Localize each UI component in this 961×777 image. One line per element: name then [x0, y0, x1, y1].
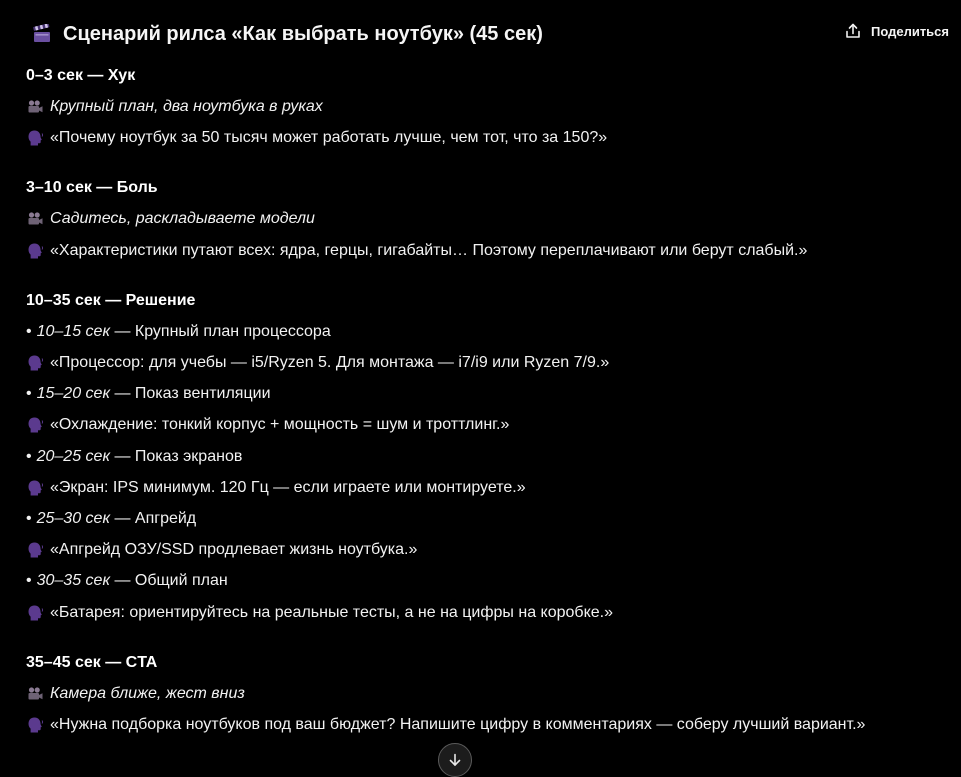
section-heading: 35–45 сек — CTA	[26, 653, 158, 671]
bullet-marker: •	[26, 385, 32, 403]
bullet-marker: •	[26, 322, 32, 340]
camera-direction-text: Камера ближе, жест вниз	[50, 684, 245, 702]
section-heading: 10–35 сек — Решение	[26, 291, 196, 309]
shot-bullet-line	[26, 503, 946, 534]
speaking-head-icon	[26, 416, 44, 434]
voiceover-line	[26, 710, 946, 741]
scroll-down-button[interactable]	[438, 743, 472, 777]
clapperboard-icon	[32, 24, 52, 44]
voiceover-text: «Нужна подборка ноутбуков под ваш бюджет? Напишите цифру в комментариях — соберу лучший вариант.»	[50, 716, 866, 734]
page-title-text: Сценарий рилса «Как выбрать ноутбук» (45 сек)	[63, 22, 543, 45]
video-camera-icon	[26, 98, 44, 116]
video-camera-icon	[26, 685, 44, 703]
speaking-head-icon	[26, 479, 44, 497]
voiceover-line	[26, 122, 946, 153]
speaking-head-icon	[26, 716, 44, 734]
shot-description: — Апгрейд	[110, 510, 197, 528]
shot-description: — Крупный план процессора	[110, 322, 331, 340]
voiceover-line	[26, 348, 946, 379]
camera-direction-text: Крупный план, два ноутбука в руках	[50, 97, 323, 115]
share-label: Поделиться	[870, 23, 949, 39]
section-heading: 3–10 сек — Боль	[26, 179, 158, 197]
video-camera-icon	[26, 210, 44, 228]
share-button[interactable]	[844, 20, 949, 42]
shot-bullet-line	[26, 379, 946, 410]
section-heading: 0–3 сек — Хук	[26, 66, 136, 84]
voiceover-line	[26, 597, 946, 628]
camera-direction-text: Садитесь, раскладываете модели	[50, 210, 315, 228]
voiceover-text: «Апгрейд ОЗУ/SSD продлевает жизнь ноутбука.»	[50, 541, 418, 559]
camera-direction-line	[26, 678, 946, 709]
share-upload-icon	[844, 22, 862, 40]
chat-header	[0, 0, 961, 66]
voiceover-line	[26, 535, 946, 566]
voiceover-text: «Почему ноутбук за 50 тысяч может работать лучше, чем тот, что за 150?»	[50, 128, 608, 146]
voiceover-text: «Характеристики путают всех: ядра, герцы, гигабайты… Поэтому переплачивают или берут слабый.»	[50, 241, 808, 259]
speaking-head-icon	[26, 129, 44, 147]
bullet-marker: •	[26, 572, 32, 590]
voiceover-line	[26, 472, 946, 503]
voiceover-text: «Процессор: для учебы — i5/Ryzen 5. Для монтажа — i7/i9 или Ryzen 7/9.»	[50, 354, 610, 372]
shot-bullet-line	[26, 316, 946, 347]
shot-timecode: 20–25 сек	[36, 447, 110, 465]
voiceover-text: «Охлаждение: тонкий корпус + мощность = шум и троттлинг.»	[50, 416, 510, 434]
camera-direction-line	[26, 91, 946, 122]
bullet-marker: •	[26, 447, 32, 465]
voiceover-text: «Экран: IPS минимум. 120 Гц — если играете или монтируете.»	[50, 478, 526, 496]
shot-timecode: 10–15 сек	[36, 322, 110, 340]
speaking-head-icon	[26, 242, 44, 260]
speaking-head-icon	[26, 541, 44, 559]
script-content	[26, 60, 946, 741]
arrow-down-icon	[447, 752, 463, 768]
voiceover-line	[26, 235, 946, 266]
voiceover-text: «Батарея: ориентируйтесь на реальные тесты, а не на цифры на коробке.»	[50, 603, 614, 621]
shot-bullet-line	[26, 441, 946, 472]
shot-timecode: 25–30 сек	[36, 510, 110, 528]
shot-bullet-line	[26, 566, 946, 597]
shot-description: — Общий план	[110, 572, 228, 590]
shot-timecode: 30–35 сек	[36, 572, 110, 590]
speaking-head-icon	[26, 354, 44, 372]
bullet-marker: •	[26, 510, 32, 528]
camera-direction-line	[26, 204, 946, 235]
voiceover-line	[26, 410, 946, 441]
shot-timecode: 15–20 сек	[36, 385, 110, 403]
speaking-head-icon	[26, 604, 44, 622]
page-title	[32, 20, 543, 48]
shot-description: — Показ вентиляции	[110, 385, 271, 403]
shot-description: — Показ экранов	[110, 447, 243, 465]
